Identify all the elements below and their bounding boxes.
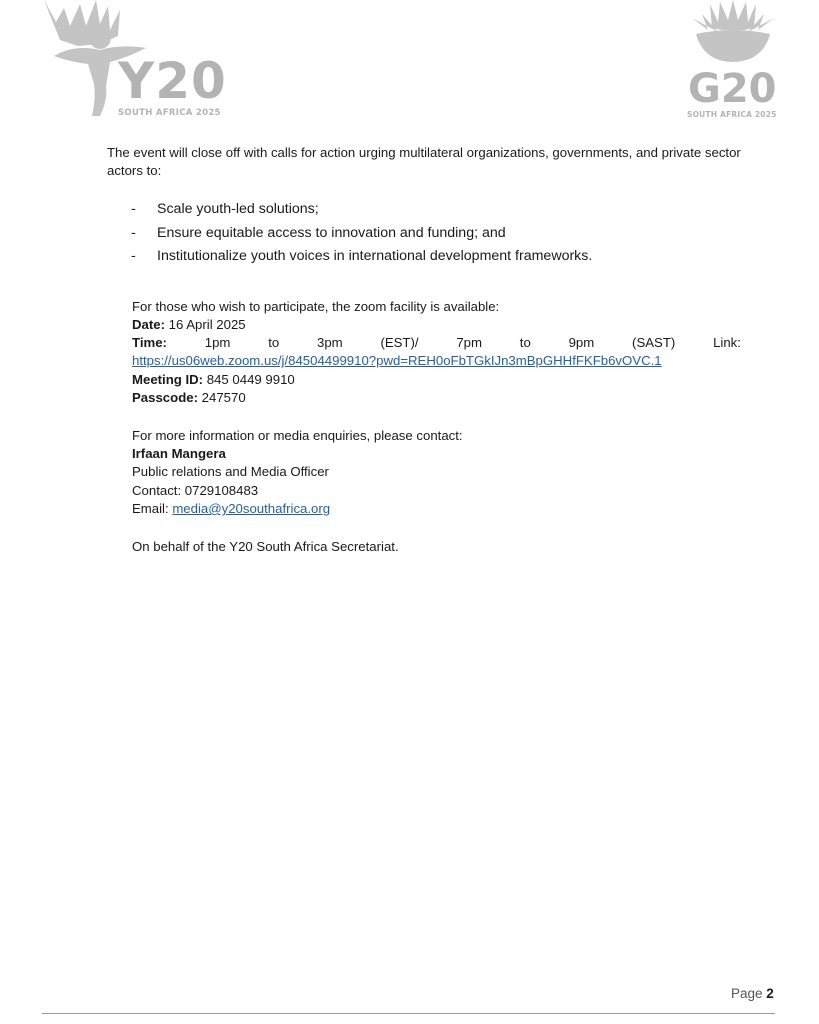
zoom-link[interactable]: https://us06web.zoom.us/j/84504499910?pwd=REH0oFbTGkIJn3mBpGHHfFKFb6vOVC.1 xyxy=(132,353,662,368)
g20-logo-subtitle: SOUTH AFRICA 2025 xyxy=(687,110,777,119)
passcode-line xyxy=(132,389,246,407)
meeting-id-line xyxy=(132,371,295,389)
contact-email-line xyxy=(132,500,330,518)
passcode-label: Passcode: xyxy=(132,390,198,405)
list-item: - Institutionalize youth voices in international development frameworks. xyxy=(131,248,593,264)
time-part: 7pm xyxy=(456,335,482,350)
y20-logo-mark: Y20 xyxy=(118,52,227,110)
y20-logo xyxy=(34,0,234,122)
date-line xyxy=(132,316,246,334)
meeting-id-value: 845 0449 9910 xyxy=(206,372,295,387)
time-part: 9pm xyxy=(568,335,595,350)
time-part: to xyxy=(519,335,531,350)
time-label: Time: xyxy=(132,335,167,350)
contact-name: Irfaan Mangera xyxy=(132,446,226,461)
intro-paragraph: The event will close off with calls for action urging multilateral organizations, governments, and private sector actors to: xyxy=(107,145,741,178)
contact-phone: 0729108483 xyxy=(184,483,259,498)
g20-logo-mark: G20 xyxy=(688,66,777,112)
participate-intro: For those who wish to participate, the zoom facility is available: xyxy=(132,299,500,314)
zoom-link-line xyxy=(132,352,662,370)
g20-logo xyxy=(680,0,786,122)
contact-email-label: Email: xyxy=(132,501,169,516)
contact-email-link[interactable]: media@y20southafrica.org xyxy=(172,501,331,516)
list-item: - Scale youth-led solutions; xyxy=(131,201,319,217)
link-label: Link: xyxy=(713,335,741,350)
time-part: 3pm xyxy=(316,335,343,350)
page-number-value: 2 xyxy=(766,986,774,1001)
meeting-id-label: Meeting ID: xyxy=(132,372,204,387)
list-item: - Ensure equitable access to innovation and funding; and xyxy=(131,224,506,241)
closing-line: On behalf of the Y20 South Africa Secretariat. xyxy=(132,539,399,554)
time-part: to xyxy=(268,335,280,350)
date-value: 16 April 2025 xyxy=(168,317,246,332)
page-label: Page xyxy=(731,986,763,1001)
contact-phone-line xyxy=(132,482,258,500)
time-part: 1pm xyxy=(204,335,231,350)
g20-protea-icon xyxy=(680,0,786,72)
footer-divider xyxy=(42,1013,775,1014)
date-label: Date: xyxy=(132,317,165,332)
contact-intro: For more information or media enquiries, please contact: xyxy=(132,428,463,443)
contact-role: Public relations and Media Officer xyxy=(132,464,329,479)
time-part: (EST)/ xyxy=(380,335,419,350)
action-list xyxy=(131,198,592,269)
page-number xyxy=(731,986,774,1001)
y20-logo-subtitle: SOUTH AFRICA 2025 xyxy=(118,108,221,118)
time-line xyxy=(132,334,741,352)
passcode-value: 247570 xyxy=(201,390,246,405)
time-part: (SAST) xyxy=(632,335,676,350)
contact-phone-label: Contact: xyxy=(132,483,182,498)
